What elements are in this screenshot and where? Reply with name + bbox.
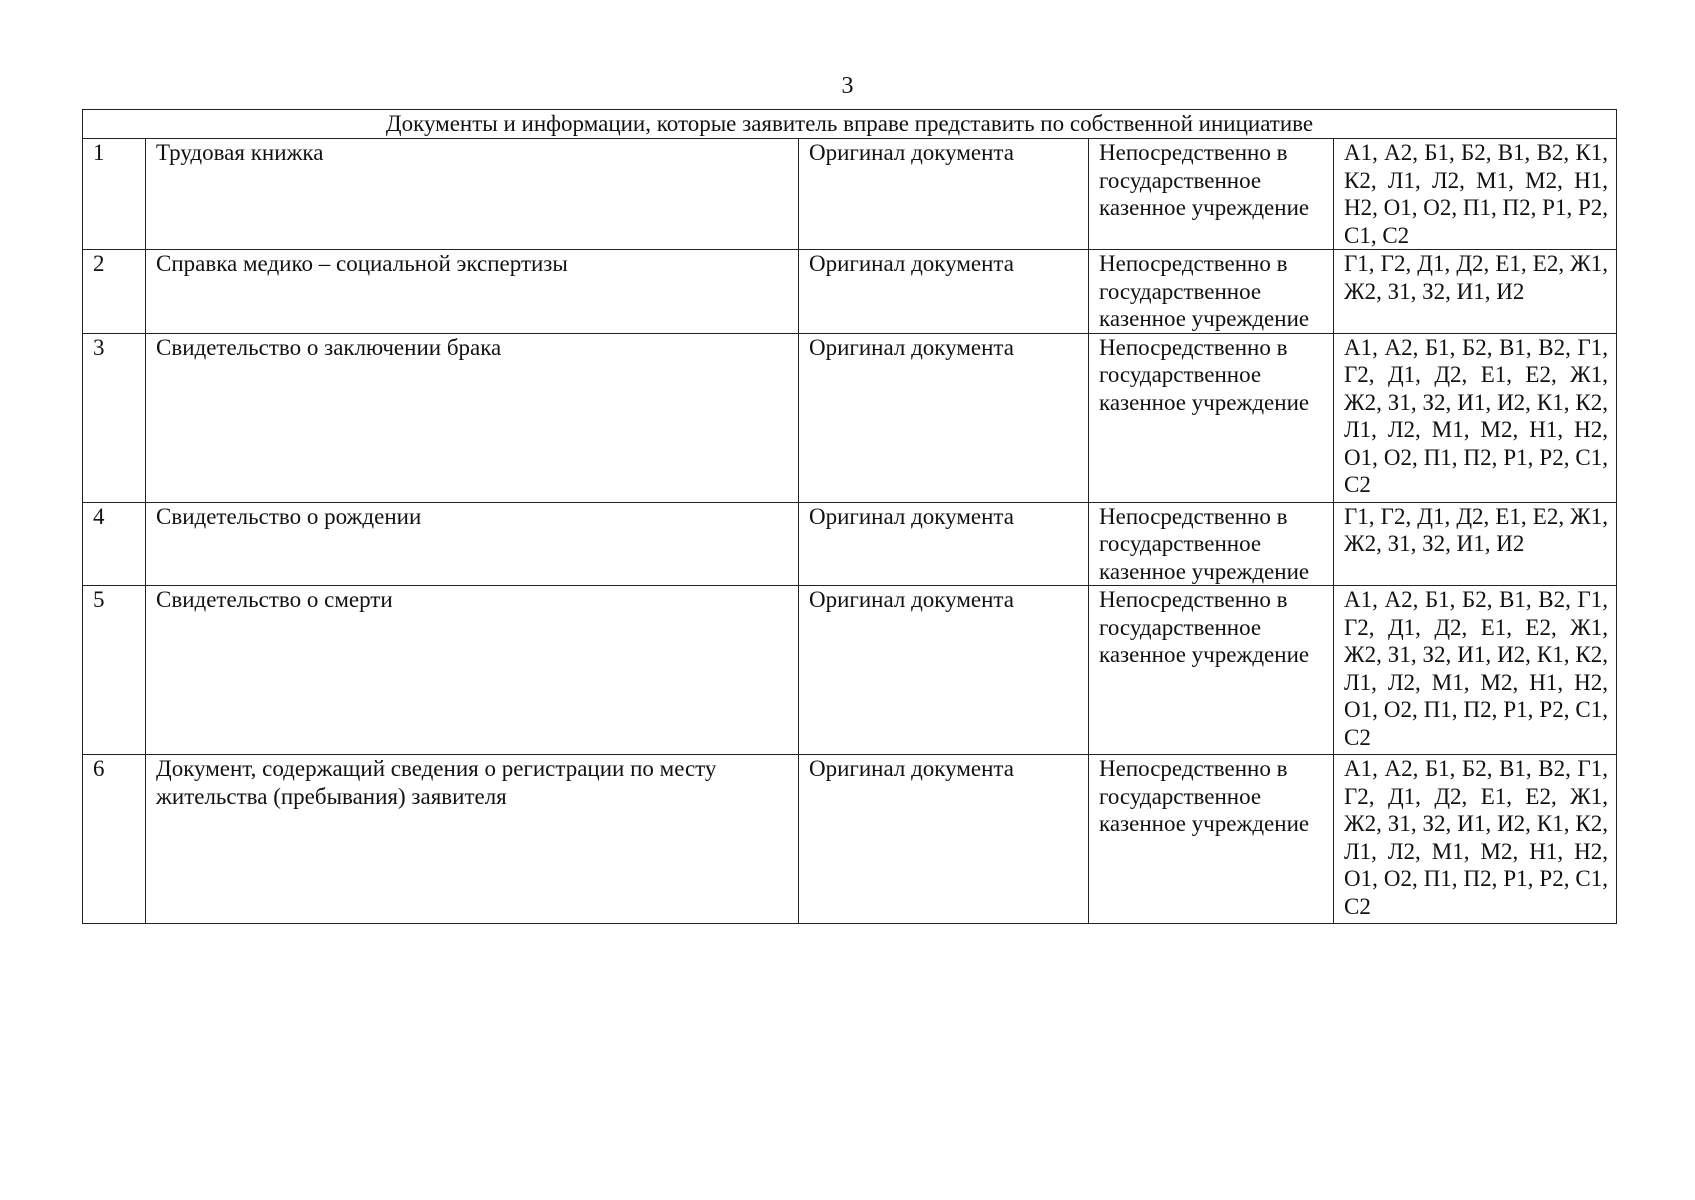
submission-place: Непосредственно в государственное казенное учреждение bbox=[1089, 586, 1334, 755]
document-name: Свидетельство о смерти bbox=[146, 586, 799, 755]
document-name: Документ, содержащий сведения о регистрации по месту жительства (пребывания) заявителя bbox=[146, 755, 799, 924]
document-name: Справка медико – социальной экспертизы bbox=[146, 250, 799, 334]
row-number: 4 bbox=[83, 502, 146, 586]
section-header-row bbox=[83, 110, 1617, 139]
submission-place: Непосредственно в государственное казенное учреждение bbox=[1089, 250, 1334, 334]
table-row bbox=[83, 586, 1617, 755]
document-form: Оригинал документа bbox=[799, 502, 1089, 586]
row-number: 1 bbox=[83, 139, 146, 250]
document-form: Оригинал документа bbox=[799, 586, 1089, 755]
category-codes: Г1, Г2, Д1, Д2, Е1, Е2, Ж1, Ж2, З1, З2, И1, И2 bbox=[1334, 502, 1617, 586]
document-name: Трудовая книжка bbox=[146, 139, 799, 250]
submission-place: Непосредственно в государственное казенное учреждение bbox=[1089, 333, 1334, 502]
document-form: Оригинал документа bbox=[799, 333, 1089, 502]
category-codes: А1, А2, Б1, Б2, В1, В2, Г1, Г2, Д1, Д2, Е1, Е2, Ж1, Ж2, З1, З2, И1, И2, К1, К2, Л1, Л2, М1, М2, Н1, Н2, О1, О2, П1, П2, Р1, Р2, С1, С2 bbox=[1334, 586, 1617, 755]
category-codes: А1, А2, Б1, Б2, В1, В2, К1, К2, Л1, Л2, М1, М2, Н1, Н2, О1, О2, П1, П2, Р1, Р2, С1, С2 bbox=[1334, 139, 1617, 250]
row-number: 3 bbox=[83, 333, 146, 502]
table-row bbox=[83, 333, 1617, 502]
submission-place: Непосредственно в государственное казенное учреждение bbox=[1089, 139, 1334, 250]
document-form: Оригинал документа bbox=[799, 139, 1089, 250]
row-number: 5 bbox=[83, 586, 146, 755]
table-row bbox=[83, 502, 1617, 586]
row-number: 6 bbox=[83, 755, 146, 924]
category-codes: А1, А2, Б1, Б2, В1, В2, Г1, Г2, Д1, Д2, Е1, Е2, Ж1, Ж2, З1, З2, И1, И2, К1, К2, Л1, Л2, М1, М2, Н1, Н2, О1, О2, П1, П2, Р1, Р2, С1, С2 bbox=[1334, 333, 1617, 502]
table-row bbox=[83, 139, 1617, 250]
document-name: Свидетельство о заключении брака bbox=[146, 333, 799, 502]
documents-table bbox=[82, 109, 1617, 924]
page-number: 3 bbox=[841, 73, 854, 99]
document-name: Свидетельство о рождении bbox=[146, 502, 799, 586]
section-header: Документы и информации, которые заявитель вправе представить по собственной инициативе bbox=[83, 110, 1617, 139]
submission-place: Непосредственно в государственное казенное учреждение bbox=[1089, 755, 1334, 924]
category-codes: А1, А2, Б1, Б2, В1, В2, Г1, Г2, Д1, Д2, Е1, Е2, Ж1, Ж2, З1, З2, И1, И2, К1, К2, Л1, Л2, М1, М2, Н1, Н2, О1, О2, П1, П2, Р1, Р2, С1, С2 bbox=[1334, 755, 1617, 924]
category-codes: Г1, Г2, Д1, Д2, Е1, Е2, Ж1, Ж2, З1, З2, И1, И2 bbox=[1334, 250, 1617, 334]
row-number: 2 bbox=[83, 250, 146, 334]
table-row bbox=[83, 755, 1617, 924]
document-form: Оригинал документа bbox=[799, 755, 1089, 924]
table-row bbox=[83, 250, 1617, 334]
document-form: Оригинал документа bbox=[799, 250, 1089, 334]
submission-place: Непосредственно в государственное казенное учреждение bbox=[1089, 502, 1334, 586]
